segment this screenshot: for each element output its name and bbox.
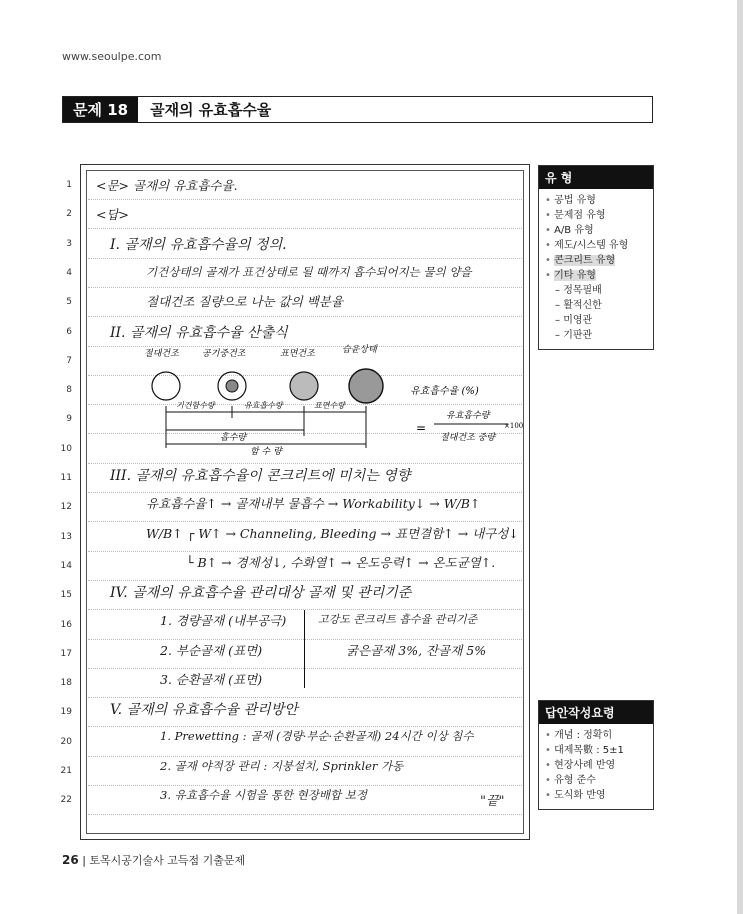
line-number: 3 [66,238,72,249]
answer-line-11: III. 골재의 유효흡수율이 콘크리트에 미치는 영향 [110,468,411,484]
answer-line-13: W/B↑ ┌ W↑ → Channeling, Bleeding → 표면결함↑ → 내구성↓ [146,526,519,541]
answer-line-2: <답> [96,207,130,222]
ruled-line [88,258,522,259]
answer-line-1: <문> 골재의 유효흡수율. [96,178,238,193]
type-item-method: • 공법 유형 [545,193,649,208]
tip-item-1: • 개념 : 정확히 [545,728,649,743]
type-subitem-4: – 기판관 [545,328,649,343]
ruled-line [88,228,522,229]
type-item-ab: • A/B 유형 [545,223,649,238]
line-number: 7 [66,355,72,366]
page-footer [62,852,245,868]
line-number: 2 [66,209,72,220]
ruled-line [88,316,522,317]
type-item-other-label: 기타 유형 [554,270,596,281]
answer-line-19: V. 골재의 유효흡수율 관리방안 [110,702,298,718]
answer-line-4: 기건상태의 골재가 표건상태로 될 때까지 흡수되어지는 물의 양을 [146,265,472,279]
answer-line-15: IV. 골재의 유효흡수율 관리대상 골재 및 관리기준 [110,585,412,601]
type-list [539,189,653,349]
diagram-absorb-label: 흡수량 [220,433,247,443]
ruled-line [88,551,522,552]
particle-airdry-core [226,380,238,392]
type-item-system: • 제도/시스템 유형 [545,238,649,253]
type-item-concrete-label: 콘크리트 유형 [554,255,616,266]
particle-dry [152,372,180,400]
tips-sidebox [538,700,654,810]
ruled-line [88,521,522,522]
tips-list [539,724,653,809]
answer-line-6: II. 골재의 유효흡수율 산출식 [110,325,288,341]
line-number: 13 [60,531,72,542]
answer-line-21: 2. 골재 야적장 관리 : 지붕설치, Sprinkler 가동 [160,759,404,773]
line-number: 11 [60,473,72,483]
ruled-line [88,756,522,757]
ruled-line [88,785,522,786]
line-number: 5 [66,297,72,308]
answer-line-3: I. 골재의 유효흡수율의 정의. [110,237,287,253]
type-subitem-2: – 활적신한 [545,298,649,313]
problem-title: 골재의 유효흡수율 [150,101,272,119]
diagram-label-dry: 절대건조 [144,349,179,359]
ruled-line [88,287,522,288]
line-number: 10 [60,443,72,454]
answer-line-12: 유효흡수율↑ → 골재내부 물흡수 → Workability↓ → W/B↑ [146,496,481,511]
type-item-other [545,268,649,283]
ruled-line [88,814,522,815]
answer-line-17b: 굵은골재 3%, 잔골재 5% [346,643,487,658]
diagram-total-label: 함 수 량 [250,447,282,456]
table-divider [304,610,305,688]
problem-number: 문제 18 [63,97,138,122]
line-number: 4 [66,267,72,278]
line-number: 17 [60,648,72,659]
line-number: 9 [66,414,72,425]
type-item-concrete [545,253,649,268]
line-number: 1 [66,180,72,190]
end-mark: "끝" [480,794,505,809]
answer-line-20: 1. Prewetting : 골재 (경량·부순·순환골재) 24시간 이상 침수 [160,729,474,743]
line-number: 20 [60,736,72,747]
ruled-line [88,463,522,464]
line-number: 21 [60,766,72,776]
formula-lhs: 유효흡수율 (%) [410,386,479,397]
type-sidebox-header: 유 형 [539,166,653,189]
answer-line-17a: 2. 부순골재 (표면) [160,643,263,658]
absorption-diagram [130,336,530,456]
ruled-line [88,199,522,200]
site-url: www.seoulpe.com [62,50,162,63]
ruled-line [88,639,522,640]
tip-item-5: • 도식화 반영 [545,788,649,803]
ruled-line [88,668,522,669]
formula-multiplier: ×100 [504,422,524,430]
formula-numerator: 유효흡수량 [446,411,490,421]
line-number: 12 [60,502,72,513]
page-edge-shade [737,0,743,914]
particle-ssd [290,372,318,400]
type-subitem-3: – 미영관 [545,313,649,328]
diagram-seg-surface: 표면수량 [314,401,345,410]
diagram-seg-airdry: 기건함수량 [176,401,215,410]
diagram-label-ssd: 표면건조 [280,349,315,359]
type-item-problem: • 문제점 유형 [545,208,649,223]
tip-item-4: • 유형 준수 [545,773,649,788]
answer-line-16a: 1. 경량골재 (내부공극) [160,613,287,628]
line-number: 18 [60,678,72,689]
line-number: 22 [60,795,72,806]
tip-item-3: • 현장사례 반영 [545,758,649,773]
tip-item-2: • 대제목數 : 5±1 [545,743,649,758]
diagram-seg-effective: 유효흡수량 [244,401,283,410]
book-title: 토목시공기술사 고득점 기출문제 [89,854,246,867]
line-number: 8 [66,385,72,396]
tips-sidebox-header: 답안작성요령 [539,701,653,724]
answer-line-18a: 3. 순환골재 (표면) [160,672,263,687]
line-number: 14 [60,560,72,571]
page-number: 26 [62,853,79,867]
answer-line-16b: 고강도 콘크리트 흡수율 관리기준 [318,613,478,626]
problem-title-bar [62,96,653,123]
footer-separator: | [82,854,90,867]
diagram-label-airdry: 공기중건조 [202,349,246,359]
ruled-line [88,492,522,493]
ruled-line [88,580,522,581]
particle-wet [349,369,383,403]
type-sidebox [538,165,654,350]
answer-line-5: 절대건조 질량으로 나눈 값의 백분율 [146,294,344,309]
line-number: 15 [60,590,72,601]
formula-equals: = [416,421,427,435]
diagram-label-wet: 습윤상태 [342,345,377,355]
line-number: 16 [60,619,72,630]
ruled-line [88,697,522,698]
line-number: 6 [66,326,72,337]
answer-line-22: 3. 유효흡수율 시험을 통한 현장배합 보정 [160,788,367,802]
answer-line-14: └ B↑ → 경제성↓, 수화열↑ → 온도응력↑ → 온도균열↑. [186,555,496,570]
formula-denominator: 절대건조 중량 [440,433,496,443]
type-subitem-1: – 정목필배 [545,283,649,298]
line-number: 19 [60,707,72,718]
